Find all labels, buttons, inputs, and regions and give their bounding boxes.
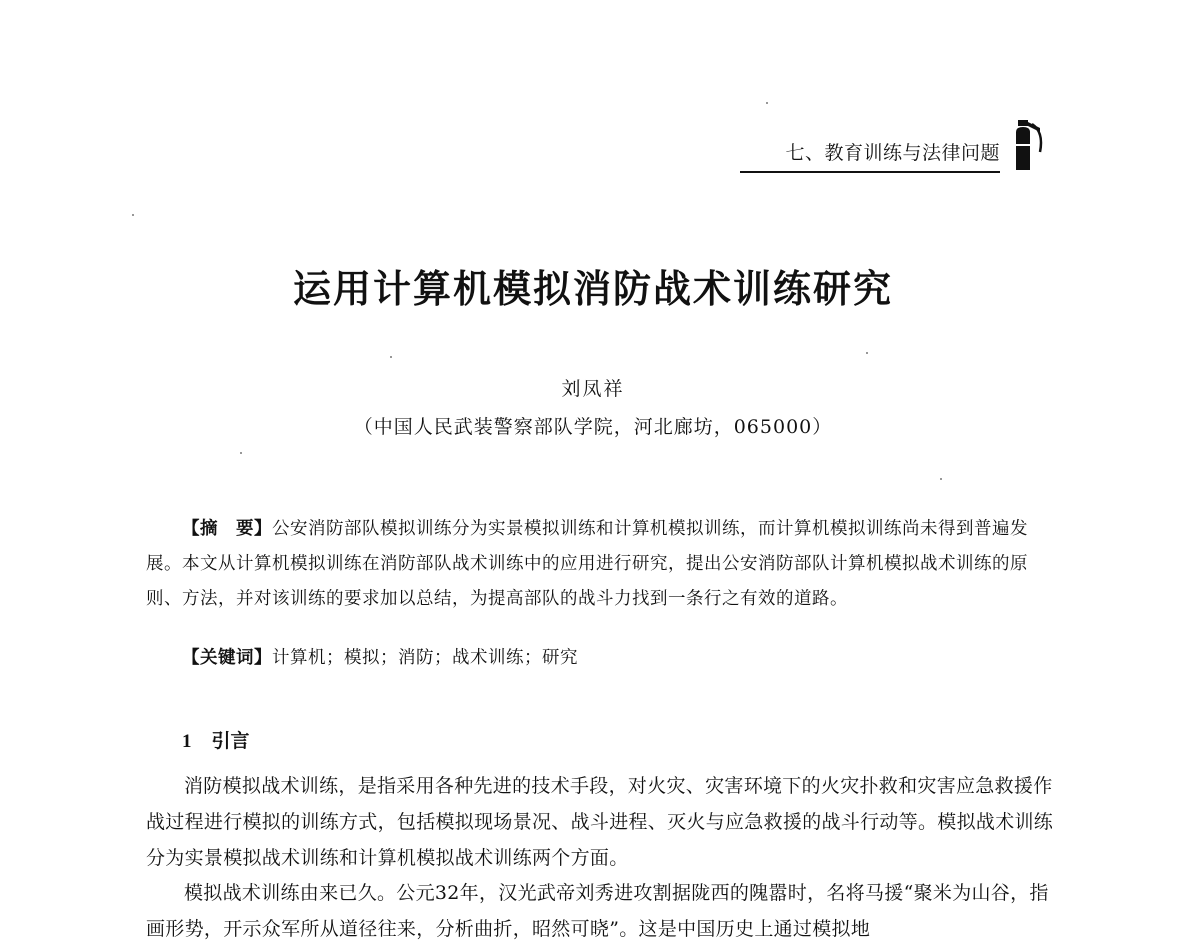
- author-affiliation: （中国人民武装警察部队学院，河北廊坊，065000）: [353, 416, 833, 438]
- scan-speck: [940, 478, 942, 480]
- keywords-label: 【关键词】: [182, 648, 272, 668]
- section-title: 引言: [211, 730, 250, 752]
- running-head: 七、教育训练与法律问题: [740, 138, 1000, 173]
- abstract: [146, 512, 1058, 617]
- section-number: 1: [182, 731, 192, 752]
- section-heading: [182, 726, 250, 753]
- keywords-text: 计算机；模拟；消防；战术训练；研究: [272, 648, 578, 668]
- author-name: 刘凤祥: [561, 378, 625, 400]
- article-title: 运用计算机模拟消防战术训练研究: [292, 266, 893, 311]
- keywords: [182, 641, 1062, 676]
- abstract-label: 【摘 要】: [182, 519, 272, 539]
- scan-speck: [866, 352, 868, 354]
- abstract-text: 公安消防部队模拟训练分为实景模拟训练和计算机模拟训练，而计算机模拟训练尚未得到普遍发展。本文从计算机模拟训练在消防部队战术训练中的应用进行研究，提出公安消防部队计算机模拟战术训练的原则、方法，并对该训练的要求加以总结，为提高部队的战斗力找到一条行之有效的道路。: [146, 519, 1028, 609]
- scan-speck: [390, 356, 392, 358]
- fire-extinguisher-icon: [1010, 112, 1046, 172]
- scan-speck: [132, 214, 134, 216]
- body-paragraph: 模拟战术训练由来已久。公元32年，汉光武帝刘秀进攻割据陇西的隗嚣时，名将马援“聚米为山谷，指画形势，开示众军所从道径往来，分析曲折，昭然可晓”。这是中国历史上通过模拟地: [146, 882, 1049, 940]
- body-paragraph: 消防模拟战术训练，是指采用各种先进的技术手段，对火灾、灾害环境下的火灾扑救和灾害应急救援作战过程进行模拟的训练方式，包括模拟现场景况、战斗进程、灭火与应急救援的战斗行动等。模拟战术训练分为实景模拟战术训练和计算机模拟战术训练两个方面。: [146, 775, 1054, 869]
- scan-speck: [240, 452, 242, 454]
- scan-speck: [766, 102, 768, 104]
